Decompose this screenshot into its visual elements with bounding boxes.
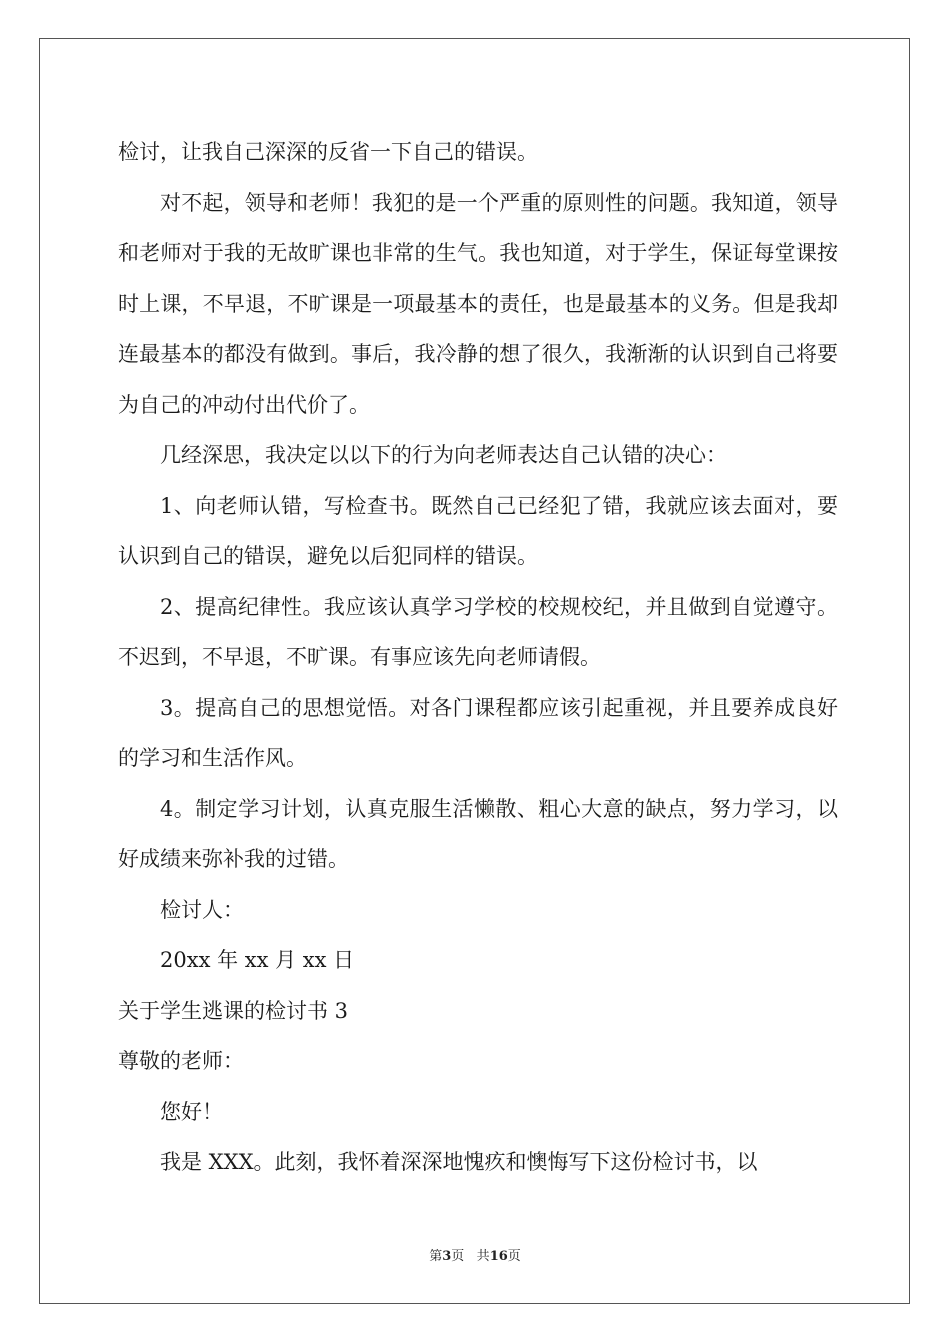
section-title: 关于学生逃课的检讨书 3: [118, 998, 349, 1023]
footer-total-suffix: 页: [507, 1249, 521, 1264]
footer-page-number: 3: [442, 1249, 452, 1264]
greeting: 您好！: [160, 1099, 223, 1124]
signature-date: 20xx 年 xx 月 xx 日: [160, 948, 355, 972]
signature-label: 检讨人：: [160, 897, 244, 922]
list-item-4: 4。制定学习计划，认真克服生活懒散、粗心大意的缺点，努力学习，以好成绩来弥补我的过错。: [118, 796, 838, 871]
paragraph: 几经深思，我决定以以下的行为向老师表达自己认错的决心：: [160, 443, 727, 467]
footer-page-suffix: 页: [451, 1249, 465, 1264]
page-footer: [0, 1245, 950, 1264]
salutation: 尊敬的老师：: [118, 1049, 244, 1073]
document-body: [118, 127, 838, 1188]
paragraph: 对不起，领导和老师！我犯的是一个严重的原则性的问题。我知道，领导和老师对于我的无故旷课也非常的生气。我也知道，对于学生，保证每堂课按时上课，不早退，不旷课是一项最基本的责任，也是最基本的义务。但是我却连最基本的都没有做到。事后，我冷静的想了很久，我渐渐的认识到自己将要为自己的冲动付出代价了。: [118, 190, 838, 417]
footer-prefix: 第: [429, 1249, 443, 1264]
list-item-3: 3。提高自己的思想觉悟。对各门课程都应该引起重视，并且要养成良好的学习和生活作风。: [118, 695, 838, 770]
paragraph: 检讨，让我自己深深的反省一下自己的错误。: [118, 140, 538, 164]
list-item-2: 2、提高纪律性。我应该认真学习学校的校规校纪，并且做到自觉遵守。不迟到，不早退，不旷课。有事应该先向老师请假。: [118, 594, 838, 669]
footer-total-pages: 16: [489, 1249, 508, 1264]
paragraph: 我是 XXX。此刻，我怀着深深地愧疚和懊悔写下这份检讨书，以: [160, 1150, 758, 1174]
footer-total-prefix: 共: [476, 1249, 490, 1264]
list-item-1: 1、向老师认错，写检查书。既然自己已经犯了错，我就应该去面对，要认识到自己的错误，避免以后犯同样的错误。: [118, 493, 838, 568]
